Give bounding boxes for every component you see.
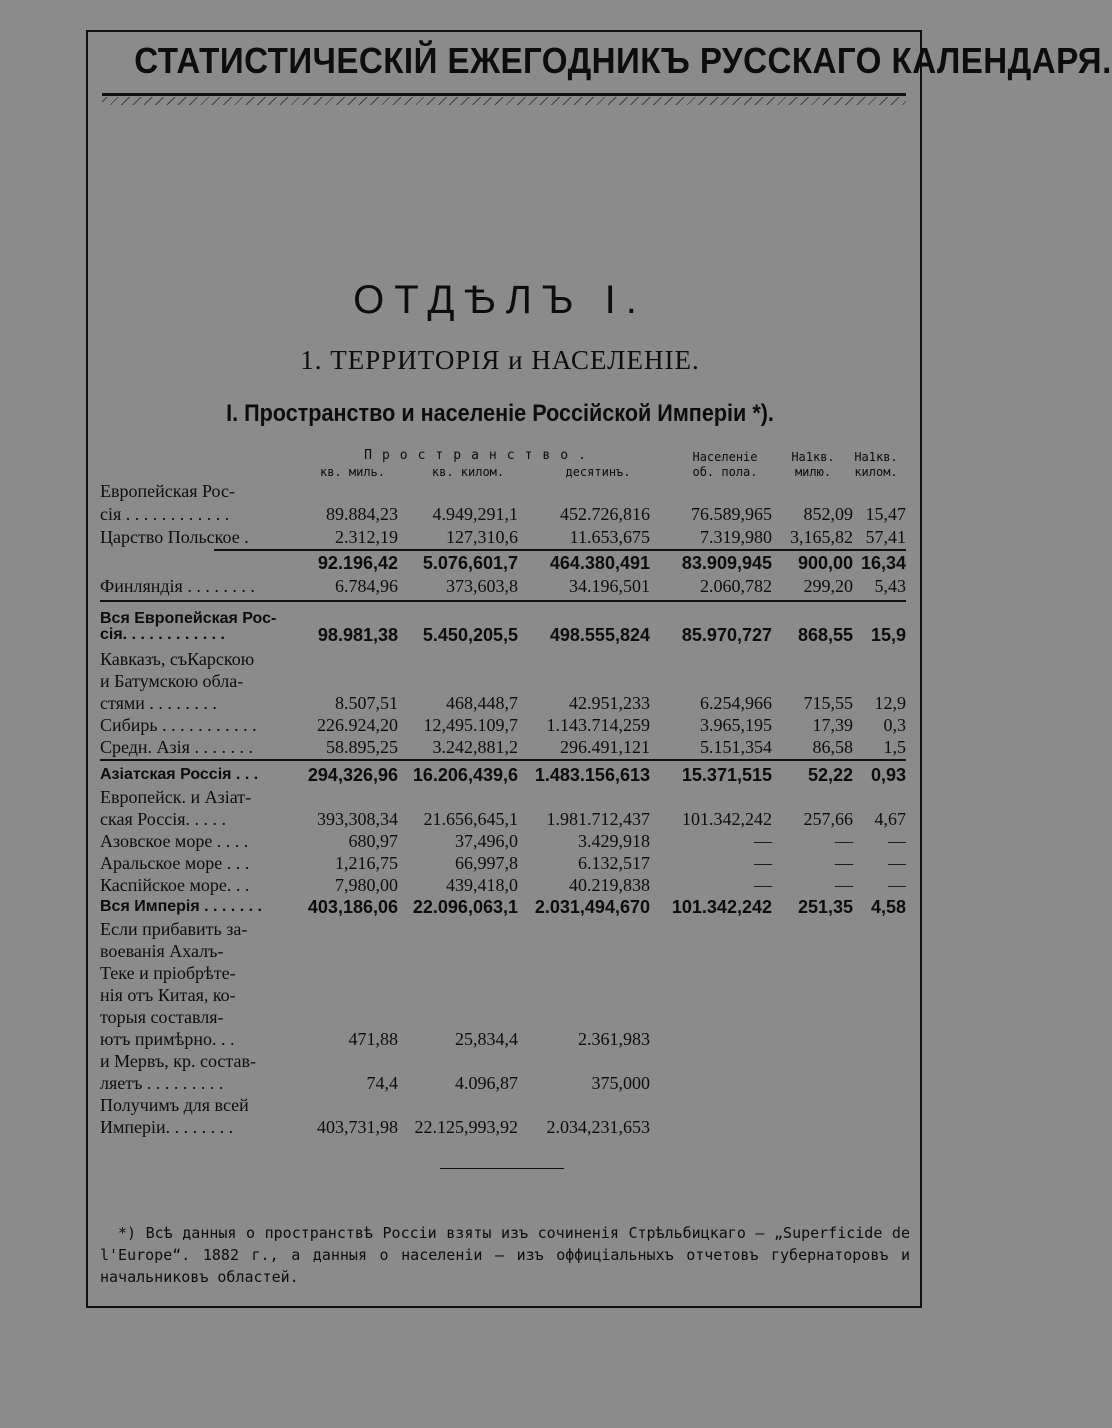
cell-sq-km: 5.076,601,7 [422,553,518,573]
cell-sq-miles: 294,326,96 [307,765,398,785]
row-label: ская Россія. . . . . [100,809,226,829]
column-per-km-line2: килом. [854,465,898,479]
cell-per-sq-mile: 52,22 [807,765,853,785]
table-row [100,624,910,646]
row-label: Кавказъ, съКарскою [100,649,255,669]
cell-sq-km: 22.125,993,92 [414,1117,518,1137]
row-label: стями . . . . . . . . [100,693,217,713]
row-label: сія . . . . . . . . . . . . [100,504,230,524]
cell-population: 15.371,515 [681,765,772,785]
cell-sq-km: 127,310,6 [446,527,518,547]
cell-sq-km: 12,495.109,7 [423,715,518,735]
cell-population: 101.342,242 [682,809,772,829]
cell-population: 85.970,727 [681,625,772,645]
table-row [100,984,910,1006]
row-label: ляетъ . . . . . . . . . [100,1073,224,1093]
table-row [100,648,910,670]
row-label: Европейск. и Азіат- [100,787,252,807]
cell-sq-km: 4.949,291,1 [432,504,518,524]
cell-population: — [754,875,772,895]
cell-per-sq-km: 16,34 [860,553,906,573]
cell-sq-miles: 471,88 [348,1029,398,1049]
row-label: Вся Европейская Рос- [100,610,277,627]
column-desyatin: десятинъ. [565,465,631,479]
cell-sq-km: 468,448,7 [446,693,518,713]
table-row [100,714,910,736]
cell-sq-miles: 1,216,75 [335,853,398,873]
asia-total-rule [100,759,906,761]
section-title: ОТДѢЛЪ I. [353,278,647,322]
europe-total-rule [100,600,906,602]
cell-sq-miles: 403,186,06 [307,897,398,917]
row-label: Имперіи. . . . . . . . [100,1117,234,1137]
cell-per-sq-km: 0,3 [883,715,906,735]
cell-sq-km: 373,603,8 [446,576,518,596]
subsection-title: 1. ТЕРРИТОРІЯ и НАСЕЛЕНІЕ. [300,345,700,375]
table-row [100,962,910,984]
cell-sq-km: 22.096,063,1 [412,897,518,917]
column-group-space: Пространство. [364,448,596,463]
row-label: Теке и пріобрѣте- [100,963,236,983]
table-row [100,526,910,548]
row-label: Каспійское море. . . [100,875,250,895]
footnote-separator [440,1168,564,1169]
row-label: ютъ примѣрно. . . [100,1029,235,1049]
cell-sq-miles: 6.784,96 [335,576,398,596]
row-label: воеванія Ахалъ- [100,941,224,961]
cell-desyatin: 1.981.712,437 [546,809,650,829]
cell-desyatin: 2.034,231,653 [546,1117,650,1137]
cell-per-sq-mile: 299,20 [803,576,853,596]
table-row [100,1116,910,1138]
column-per-mile-line1: На1кв. [791,450,835,464]
table-row [100,808,910,830]
cell-population: 3.965,195 [700,715,772,735]
cell-sq-km: 21.656,645,1 [423,809,518,829]
row-label: сія. . . . . . . . . . . . [100,626,225,643]
column-population-line2: об. пола. [692,465,758,479]
cell-per-sq-km: 15,47 [865,504,906,524]
row-label: Финляндія . . . . . . . . [100,576,255,596]
cell-desyatin: 3.429,918 [578,831,650,851]
cell-desyatin: 1.483.156,613 [534,765,650,785]
cell-population: 83.909,945 [681,553,772,573]
cell-per-sq-km: 15,9 [870,625,906,645]
cell-sq-km: 439,418,0 [446,875,518,895]
cell-sq-km: 25,834,4 [455,1029,518,1049]
row-label: и Мервъ, кр. состав- [100,1051,256,1071]
table-row [100,918,910,940]
table-row [100,940,910,962]
column-sq-km: кв. килом. [431,465,505,479]
row-label: Сибирь . . . . . . . . . . . [100,715,257,735]
cell-per-sq-mile: 251,35 [797,897,853,917]
cell-sq-km: 16.206,439,6 [412,765,518,785]
cell-sq-miles: 74,4 [366,1073,398,1093]
cell-population: — [754,853,772,873]
table-row [100,1006,910,1028]
table-row [100,764,910,786]
table-row [100,874,910,896]
cell-desyatin: 42.951,233 [569,693,650,713]
cell-sq-km: 4.096,87 [455,1073,518,1093]
cell-desyatin: 6.132,517 [578,853,650,873]
row-label: Получимъ для всей [100,1095,249,1115]
cell-population: 6.254,966 [700,693,772,713]
table-title: I. Пространство и населеніе Россійской Имперіи *). [226,400,774,427]
header-rule [102,93,906,96]
row-label: Вся Имперія . . . . . . . [100,898,262,915]
cell-desyatin: 11.653,675 [569,527,650,547]
cell-per-sq-mile: 86,58 [812,737,853,757]
subtotal-rule [214,549,906,551]
table-row [100,552,910,574]
column-per-km-line1: На1кв. [854,450,898,464]
cell-sq-miles: 92.196,42 [317,553,398,573]
table-row [100,1050,910,1072]
cell-population: 7.319,980 [700,527,772,547]
table-row [100,575,910,597]
table-row [100,480,910,502]
row-label: Азовское море . . . . [100,831,249,851]
cell-per-sq-km: 57,41 [865,527,906,547]
table-row [100,1072,910,1094]
cell-desyatin: 498.555,824 [549,625,650,645]
cell-per-sq-km: 1,5 [883,737,906,757]
row-label: Если прибавить за- [100,919,248,939]
cell-sq-km: 3.242,881,2 [432,737,518,757]
cell-sq-miles: 89.884,23 [326,504,398,524]
row-label: Царство Польское . [100,527,249,547]
cell-population: 2.060,782 [700,576,772,596]
cell-per-sq-km: — [888,875,906,895]
row-label: Аральское море . . . [100,853,250,873]
column-population-line1: Населеніе [692,450,758,464]
cell-population: 101.342,242 [671,897,772,917]
cell-per-sq-km: 12,9 [874,693,906,713]
cell-desyatin: 296.491,121 [560,737,650,757]
cell-per-sq-mile: 17,39 [812,715,853,735]
table-row [100,786,910,808]
cell-population: — [754,831,772,851]
table-row [100,830,910,852]
row-label: и Батумскою обла- [100,671,244,691]
cell-per-sq-mile: — [835,831,853,851]
cell-desyatin: 34.196,501 [569,576,650,596]
cell-sq-km: 5.450,205,5 [422,625,518,645]
cell-sq-km: 37,496,0 [455,831,518,851]
cell-population: 76.589,965 [691,504,772,524]
cell-per-sq-mile: 257,66 [803,809,853,829]
row-label: Азіатская Россія . . . [100,766,259,783]
cell-desyatin: 452.726,816 [560,504,650,524]
cell-desyatin: 2.361,983 [578,1029,650,1049]
page-header: СТАТИСТИЧЕСКІЙ ЕЖЕГОДНИКЪ РУССКАГО КАЛЕНДАРЯ. [134,40,1112,81]
cell-sq-miles: 680,97 [348,831,398,851]
header-ornament [102,97,906,105]
cell-per-sq-km: — [888,831,906,851]
cell-per-sq-km: 4,58 [870,897,906,917]
cell-sq-miles: 226.924,20 [317,715,398,735]
cell-sq-miles: 58.895,25 [326,737,398,757]
cell-desyatin: 464.380,491 [549,553,650,573]
footnote: *) Всѣ данныя о пространствѣ Россіи взяты изъ сочиненія Стрѣльбицкаго — „Superficide de l'Europe“. 1882 г., а данныя о населеніи — изъ оффиціальныхъ отчетовъ губернаторовъ и начальниковъ областей. [100,1224,910,1286]
row-label: Европейская Рос- [100,481,235,501]
cell-per-sq-km: — [888,853,906,873]
cell-sq-miles: 403,731,98 [317,1117,398,1137]
cell-desyatin: 1.143.714,259 [546,715,650,735]
cell-desyatin: 40.219,838 [569,875,650,895]
cell-per-sq-mile: 868,55 [797,625,853,645]
cell-sq-miles: 8.507,51 [335,693,398,713]
cell-per-sq-km: 0,93 [870,765,906,785]
cell-sq-miles: 7,980,00 [335,875,398,895]
cell-per-sq-mile: 852,09 [803,504,853,524]
cell-desyatin: 375,000 [591,1073,650,1093]
row-label: нія отъ Китая, ко- [100,985,236,1005]
cell-per-sq-km: 5,43 [874,576,906,596]
cell-per-sq-mile: — [835,875,853,895]
cell-sq-km: 66,997,8 [455,853,518,873]
cell-population: 5.151,354 [700,737,772,757]
cell-desyatin: 2.031,494,670 [534,897,650,917]
table-row [100,896,910,918]
cell-sq-miles: 98.981,38 [317,625,398,645]
table-row [100,692,910,714]
cell-per-sq-mile: 715,55 [803,693,853,713]
cell-per-sq-mile: 3,165,82 [790,527,853,547]
table-row [100,852,910,874]
table-row [100,1094,910,1116]
table-row [100,1028,910,1050]
column-per-mile-line2: милю. [794,465,832,479]
column-sq-miles: кв. миль. [319,465,386,479]
table-row [100,503,910,525]
cell-per-sq-mile: — [835,853,853,873]
cell-per-sq-mile: 900,00 [797,553,853,573]
table-row [100,670,910,692]
table-row [100,736,910,758]
cell-per-sq-km: 4,67 [874,809,906,829]
row-label: Средн. Азія . . . . . . . [100,737,253,757]
cell-sq-miles: 2.312,19 [335,527,398,547]
cell-sq-miles: 393,308,34 [317,809,398,829]
row-label: торыя составля- [100,1007,224,1027]
